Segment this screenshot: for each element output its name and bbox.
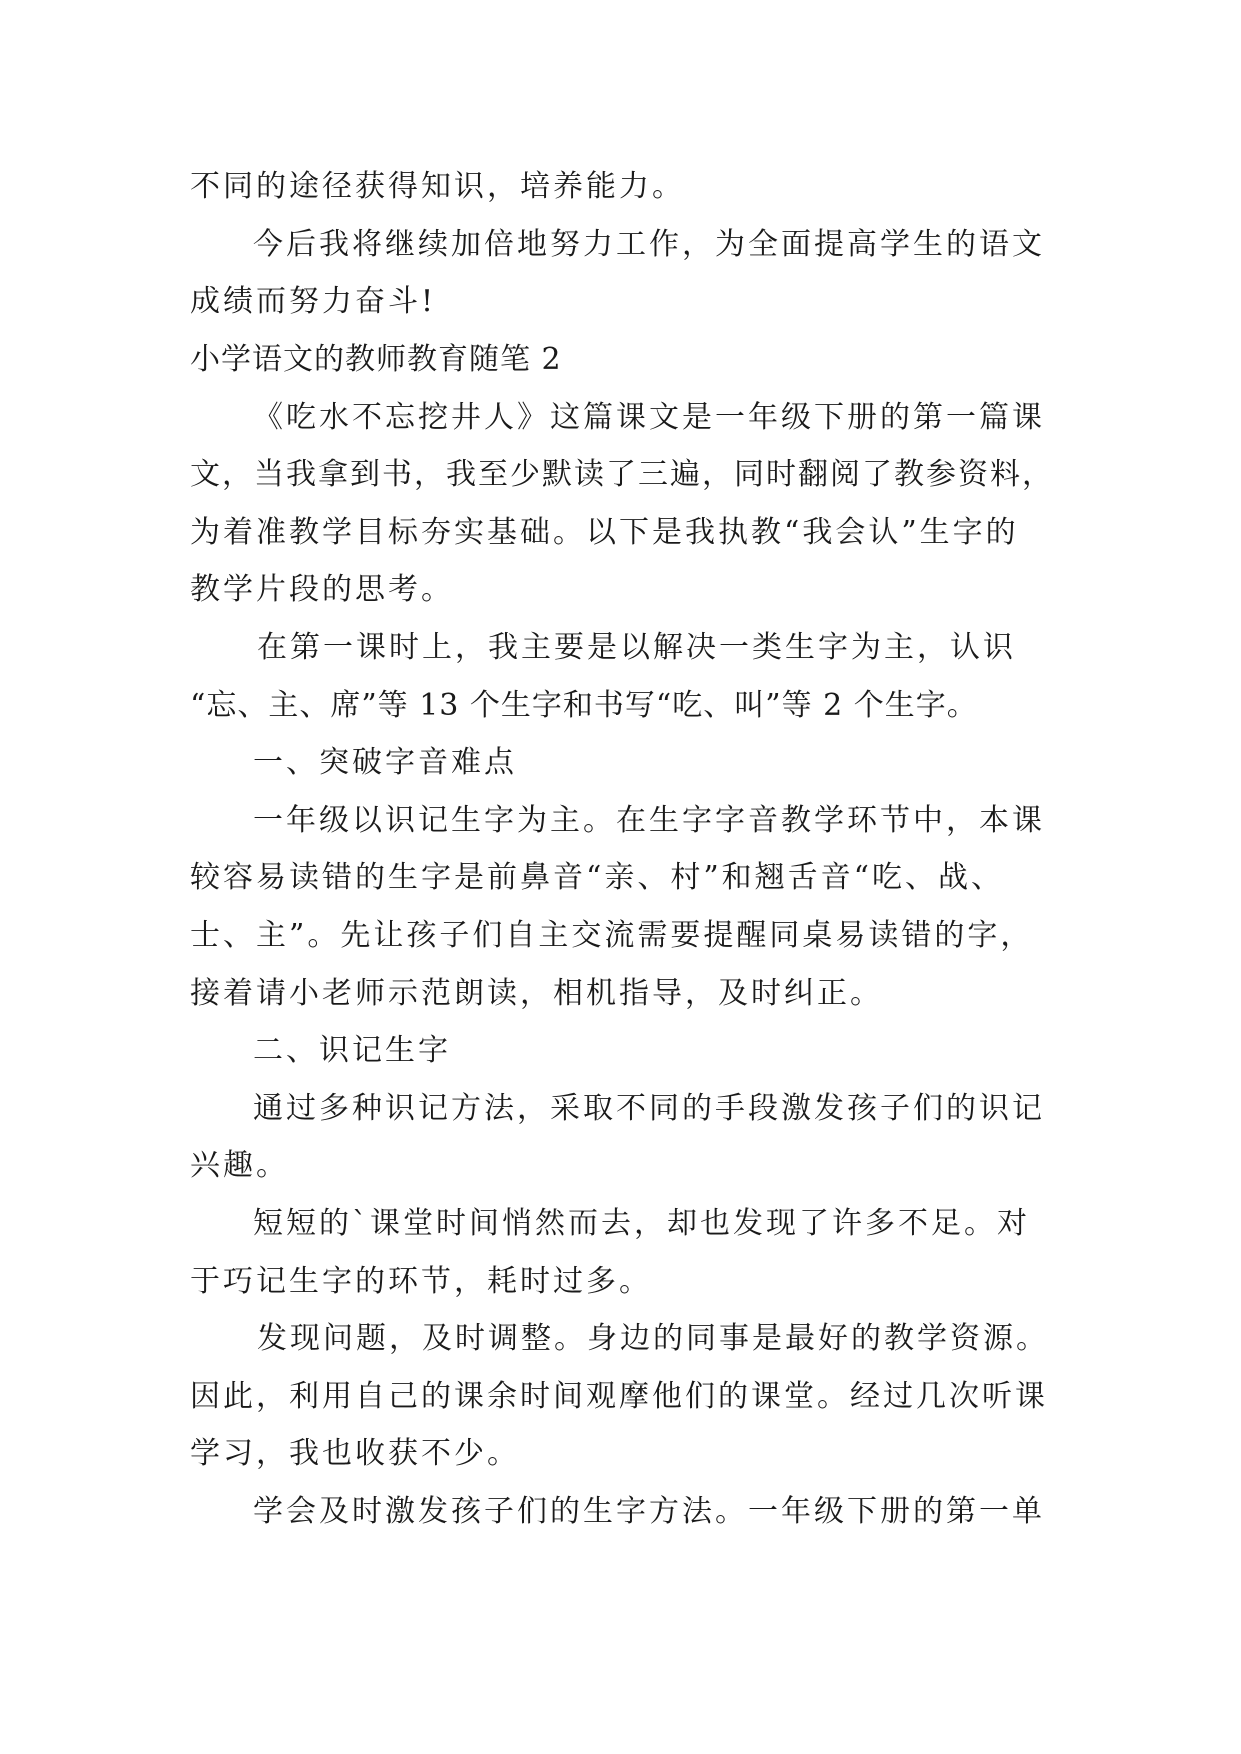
- text-line: “忘、主、席”等 13 个生字和书写“吃、叫”等 2 个生字。: [190, 688, 978, 723]
- text-line: 教学片段的思考。: [190, 572, 454, 607]
- text-line: 成绩而努力奋斗!: [190, 284, 437, 319]
- text-line: 学习，我也收获不少。: [190, 1436, 520, 1471]
- text-line: 于巧记生字的环节，耗时过多。: [190, 1264, 652, 1299]
- subheading: 二、识记生字: [253, 1033, 451, 1068]
- text-line: 因此，利用自己的课余时间观摩他们的课堂。经过几次听课: [190, 1379, 1048, 1414]
- text-line: 较容易读错的生字是前鼻音“亲、村”和翘舌音“吃、战、: [190, 860, 1005, 895]
- text-line: 学会及时激发孩子们的生字方法。一年级下册的第一单: [253, 1494, 1045, 1529]
- text-line: 文，当我拿到书，我至少默读了三遍，同时翻阅了教参资料，: [190, 457, 1054, 492]
- text-line: 通过多种识记方法，采取不同的手段激发孩子们的识记: [253, 1091, 1045, 1126]
- text-line: 今后我将继续加倍地努力工作，为全面提高学生的语文: [253, 227, 1045, 262]
- text-line: 《吃水不忘挖井人》这篇课文是一年级下册的第一篇课: [253, 400, 1045, 435]
- text-line: 接着请小老师示范朗读，相机指导，及时纠正。: [190, 976, 883, 1011]
- text-line: 在第一课时上，我主要是以解决一类生字为主，认识: [257, 630, 1016, 665]
- text-line: 士、主”。先让孩子们自主交流需要提醒同桌易读错的字，: [190, 918, 1034, 953]
- text-line: 不同的途径获得知识，培养能力。: [190, 169, 685, 204]
- text-line: 为着准教学目标夯实基础。以下是我执教“我会认”生字的: [190, 515, 1019, 550]
- text-line: 发现问题，及时调整。身边的同事是最好的教学资源。: [257, 1321, 1049, 1356]
- section-heading: 小学语文的教师教育随笔 2: [190, 342, 562, 377]
- subheading: 一、突破字音难点: [253, 745, 517, 780]
- text-line: 一年级以识记生字为主。在生字字音教学环节中，本课: [253, 803, 1045, 838]
- text-line: 短短的`课堂时间悄然而去，却也发现了许多不足。对: [253, 1206, 1030, 1241]
- text-line: 兴趣。: [190, 1148, 289, 1183]
